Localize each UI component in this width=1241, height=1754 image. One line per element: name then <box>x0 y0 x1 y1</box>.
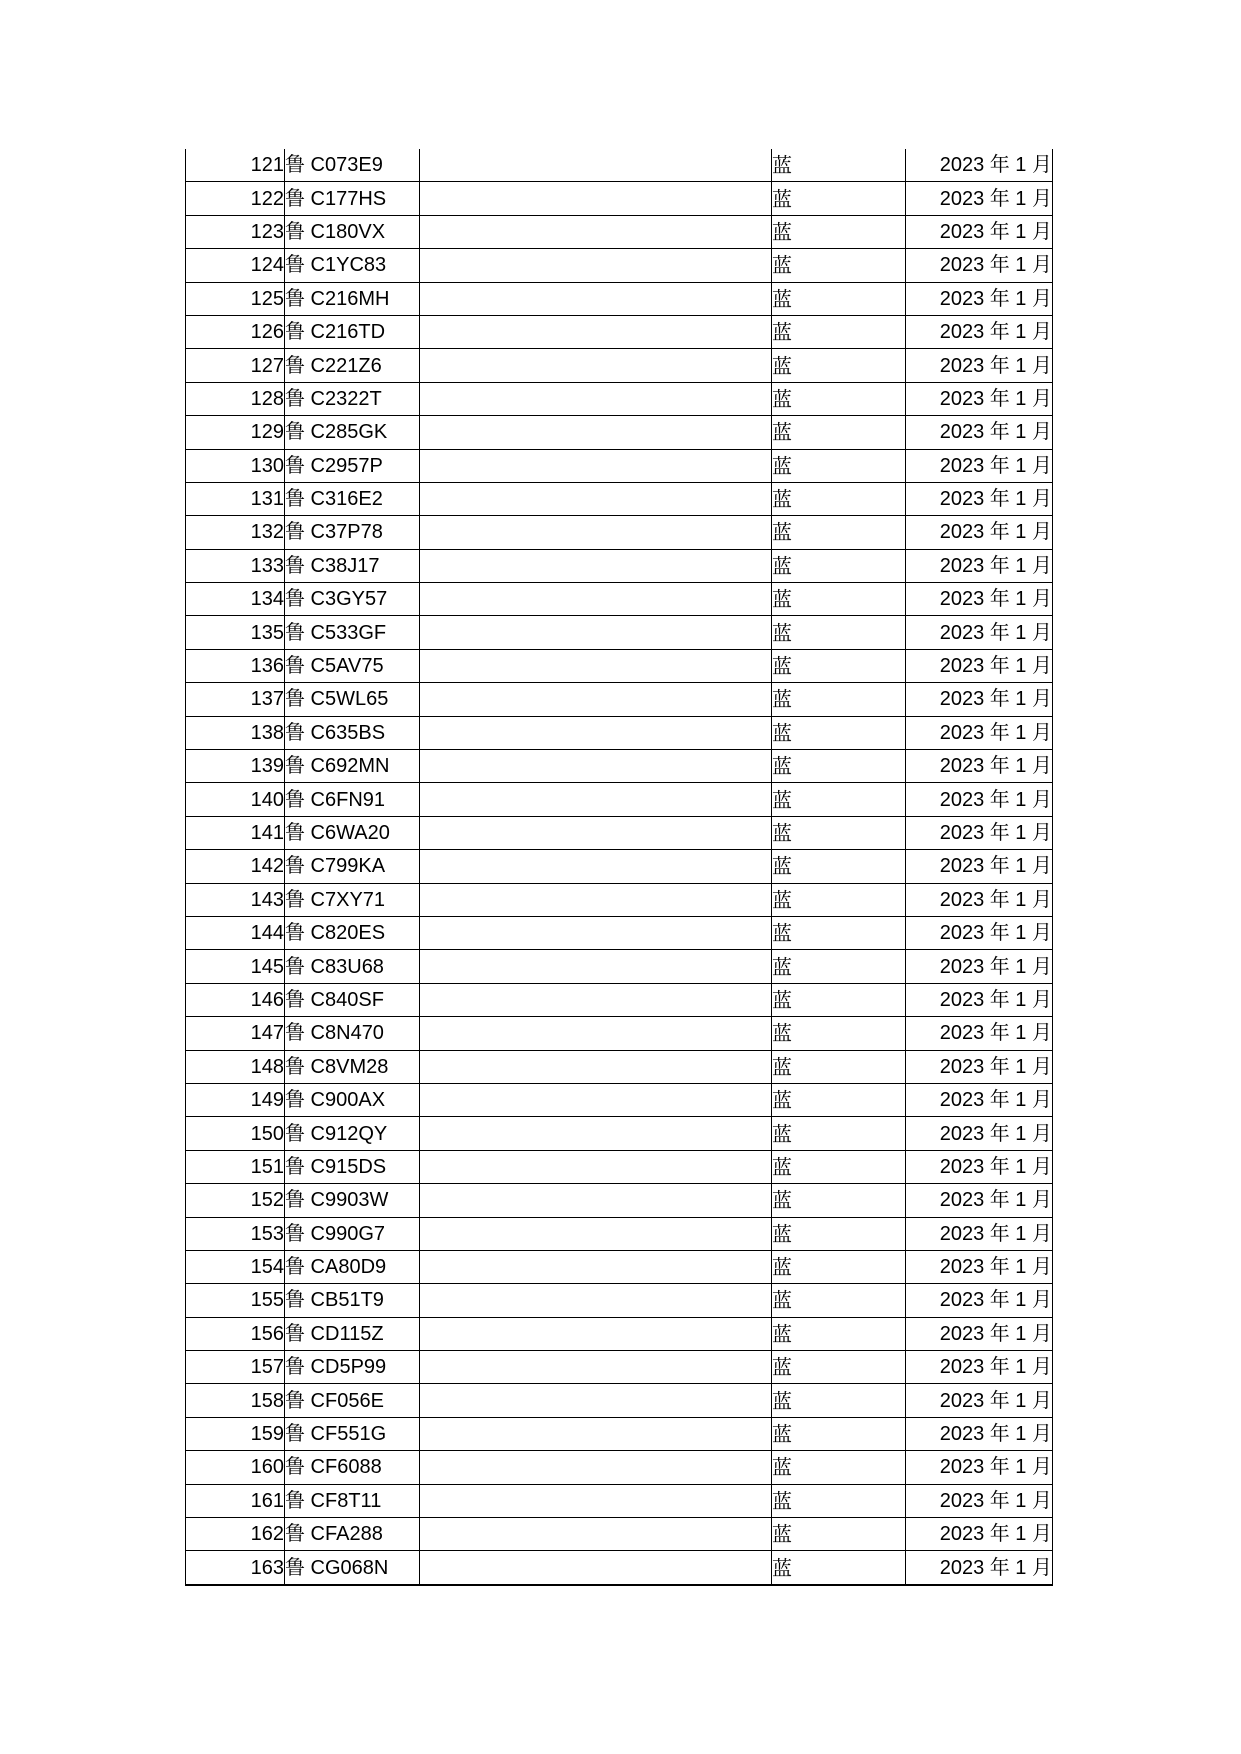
registration-date: 2023 年 1 月 <box>906 583 1053 616</box>
empty-cell <box>420 1317 772 1350</box>
row-index: 134 <box>186 583 285 616</box>
plate-color: 蓝 <box>772 950 906 983</box>
empty-cell <box>420 649 772 682</box>
plate-number: 鲁 C285GK <box>285 416 420 449</box>
row-index: 158 <box>186 1384 285 1417</box>
plate-number: 鲁 C1YC83 <box>285 249 420 282</box>
empty-cell <box>420 149 772 182</box>
table-row <box>186 349 1053 382</box>
empty-cell <box>420 349 772 382</box>
row-index: 130 <box>186 449 285 482</box>
plate-color: 蓝 <box>772 1184 906 1217</box>
plate-color: 蓝 <box>772 783 906 816</box>
registration-date: 2023 年 1 月 <box>906 1083 1053 1116</box>
plate-number: 鲁 C8VM28 <box>285 1050 420 1083</box>
row-index: 144 <box>186 916 285 949</box>
row-index: 133 <box>186 549 285 582</box>
registration-date: 2023 年 1 月 <box>906 1250 1053 1283</box>
table-row <box>186 583 1053 616</box>
plate-number: 鲁 C221Z6 <box>285 349 420 382</box>
row-index: 150 <box>186 1117 285 1150</box>
plate-color: 蓝 <box>772 215 906 248</box>
row-index: 142 <box>186 850 285 883</box>
plate-number: 鲁 C2322T <box>285 382 420 415</box>
registration-date: 2023 年 1 月 <box>906 182 1053 215</box>
plate-number: 鲁 C5WL65 <box>285 683 420 716</box>
empty-cell <box>420 1284 772 1317</box>
registration-date: 2023 年 1 月 <box>906 616 1053 649</box>
empty-cell <box>420 616 772 649</box>
plate-color: 蓝 <box>772 282 906 315</box>
table-row <box>186 983 1053 1016</box>
registration-date: 2023 年 1 月 <box>906 950 1053 983</box>
plate-color: 蓝 <box>772 315 906 348</box>
registration-date: 2023 年 1 月 <box>906 416 1053 449</box>
plate-number: 鲁 CF056E <box>285 1384 420 1417</box>
empty-cell <box>420 315 772 348</box>
registration-date: 2023 年 1 月 <box>906 516 1053 549</box>
plate-color: 蓝 <box>772 883 906 916</box>
plate-color: 蓝 <box>772 1518 906 1551</box>
plate-color: 蓝 <box>772 182 906 215</box>
table-row <box>186 883 1053 916</box>
row-index: 126 <box>186 315 285 348</box>
table-row <box>186 1217 1053 1250</box>
table-row <box>186 1551 1053 1585</box>
table-row <box>186 649 1053 682</box>
table-row <box>186 282 1053 315</box>
plate-color: 蓝 <box>772 449 906 482</box>
table-row <box>186 1184 1053 1217</box>
table-row <box>186 750 1053 783</box>
row-index: 121 <box>186 149 285 182</box>
plate-color: 蓝 <box>772 382 906 415</box>
plate-color: 蓝 <box>772 349 906 382</box>
empty-cell <box>420 215 772 248</box>
table-row <box>186 1317 1053 1350</box>
empty-cell <box>420 516 772 549</box>
row-index: 153 <box>186 1217 285 1250</box>
table-row <box>186 149 1053 182</box>
row-index: 129 <box>186 416 285 449</box>
table-row <box>186 916 1053 949</box>
plate-number: 鲁 C9903W <box>285 1184 420 1217</box>
empty-cell <box>420 716 772 749</box>
plate-color: 蓝 <box>772 1217 906 1250</box>
table-row <box>186 616 1053 649</box>
plate-number: 鲁 C180VX <box>285 215 420 248</box>
empty-cell <box>420 1384 772 1417</box>
empty-cell <box>420 382 772 415</box>
plate-number: 鲁 C915DS <box>285 1150 420 1183</box>
plate-color: 蓝 <box>772 1384 906 1417</box>
row-index: 151 <box>186 1150 285 1183</box>
row-index: 157 <box>186 1351 285 1384</box>
row-index: 124 <box>186 249 285 282</box>
plate-table <box>185 149 1053 1586</box>
registration-date: 2023 年 1 月 <box>906 315 1053 348</box>
empty-cell <box>420 1184 772 1217</box>
registration-date: 2023 年 1 月 <box>906 1484 1053 1517</box>
plate-number: 鲁 C799KA <box>285 850 420 883</box>
plate-number: 鲁 C216MH <box>285 282 420 315</box>
table-row <box>186 249 1053 282</box>
plate-color: 蓝 <box>772 616 906 649</box>
empty-cell <box>420 883 772 916</box>
registration-date: 2023 年 1 月 <box>906 1518 1053 1551</box>
empty-cell <box>420 249 772 282</box>
row-index: 125 <box>186 282 285 315</box>
plate-number: 鲁 C3GY57 <box>285 583 420 616</box>
table-row <box>186 1484 1053 1517</box>
plate-number: 鲁 CB51T9 <box>285 1284 420 1317</box>
plate-number: 鲁 CD5P99 <box>285 1351 420 1384</box>
row-index: 137 <box>186 683 285 716</box>
plate-table-body <box>186 149 1053 1585</box>
plate-color: 蓝 <box>772 583 906 616</box>
plate-color: 蓝 <box>772 549 906 582</box>
plate-number: 鲁 C38J17 <box>285 549 420 582</box>
plate-color: 蓝 <box>772 1117 906 1150</box>
plate-color: 蓝 <box>772 1351 906 1384</box>
empty-cell <box>420 282 772 315</box>
row-index: 145 <box>186 950 285 983</box>
plate-number: 鲁 C316E2 <box>285 482 420 515</box>
plate-color: 蓝 <box>772 649 906 682</box>
row-index: 148 <box>186 1050 285 1083</box>
row-index: 163 <box>186 1551 285 1585</box>
row-index: 140 <box>186 783 285 816</box>
row-index: 136 <box>186 649 285 682</box>
row-index: 127 <box>186 349 285 382</box>
plate-number: 鲁 C8N470 <box>285 1017 420 1050</box>
plate-color: 蓝 <box>772 850 906 883</box>
registration-date: 2023 年 1 月 <box>906 1351 1053 1384</box>
plate-color: 蓝 <box>772 482 906 515</box>
plate-color: 蓝 <box>772 816 906 849</box>
table-row <box>186 1150 1053 1183</box>
registration-date: 2023 年 1 月 <box>906 750 1053 783</box>
empty-cell <box>420 1217 772 1250</box>
plate-number: 鲁 C2957P <box>285 449 420 482</box>
plate-number: 鲁 C533GF <box>285 616 420 649</box>
row-index: 155 <box>186 1284 285 1317</box>
registration-date: 2023 年 1 月 <box>906 482 1053 515</box>
table-row <box>186 850 1053 883</box>
empty-cell <box>420 449 772 482</box>
table-row <box>186 215 1053 248</box>
registration-date: 2023 年 1 月 <box>906 1417 1053 1450</box>
plate-color: 蓝 <box>772 983 906 1016</box>
table-row <box>186 1417 1053 1450</box>
row-index: 146 <box>186 983 285 1016</box>
empty-cell <box>420 549 772 582</box>
registration-date: 2023 年 1 月 <box>906 783 1053 816</box>
plate-color: 蓝 <box>772 1017 906 1050</box>
registration-date: 2023 年 1 月 <box>906 1317 1053 1350</box>
row-index: 138 <box>186 716 285 749</box>
empty-cell <box>420 1551 772 1585</box>
registration-date: 2023 年 1 月 <box>906 282 1053 315</box>
empty-cell <box>420 583 772 616</box>
plate-number: 鲁 C6WA20 <box>285 816 420 849</box>
registration-date: 2023 年 1 月 <box>906 215 1053 248</box>
plate-number: 鲁 CF551G <box>285 1417 420 1450</box>
registration-date: 2023 年 1 月 <box>906 1117 1053 1150</box>
row-index: 141 <box>186 816 285 849</box>
plate-number: 鲁 C635BS <box>285 716 420 749</box>
table-row <box>186 182 1053 215</box>
row-index: 162 <box>186 1518 285 1551</box>
plate-number: 鲁 CF8T11 <box>285 1484 420 1517</box>
plate-color: 蓝 <box>772 1551 906 1585</box>
plate-number: 鲁 C37P78 <box>285 516 420 549</box>
table-row <box>186 416 1053 449</box>
plate-number: 鲁 CD115Z <box>285 1317 420 1350</box>
empty-cell <box>420 783 772 816</box>
registration-date: 2023 年 1 月 <box>906 816 1053 849</box>
empty-cell <box>420 1150 772 1183</box>
plate-color: 蓝 <box>772 516 906 549</box>
row-index: 154 <box>186 1250 285 1283</box>
plate-color: 蓝 <box>772 683 906 716</box>
plate-color: 蓝 <box>772 1050 906 1083</box>
plate-color: 蓝 <box>772 1083 906 1116</box>
empty-cell <box>420 182 772 215</box>
registration-date: 2023 年 1 月 <box>906 349 1053 382</box>
plate-color: 蓝 <box>772 1250 906 1283</box>
empty-cell <box>420 1083 772 1116</box>
row-index: 160 <box>186 1451 285 1484</box>
table-row <box>186 449 1053 482</box>
table-row <box>186 1050 1053 1083</box>
row-index: 159 <box>186 1417 285 1450</box>
table-row <box>186 382 1053 415</box>
empty-cell <box>420 750 772 783</box>
plate-color: 蓝 <box>772 1451 906 1484</box>
table-row <box>186 1117 1053 1150</box>
table-row <box>186 1518 1053 1551</box>
plate-number: 鲁 CG068N <box>285 1551 420 1585</box>
row-index: 143 <box>186 883 285 916</box>
row-index: 122 <box>186 182 285 215</box>
plate-color: 蓝 <box>772 1417 906 1450</box>
row-index: 131 <box>186 482 285 515</box>
plate-color: 蓝 <box>772 149 906 182</box>
registration-date: 2023 年 1 月 <box>906 549 1053 582</box>
plate-color: 蓝 <box>772 916 906 949</box>
table-row <box>186 1250 1053 1283</box>
registration-date: 2023 年 1 月 <box>906 883 1053 916</box>
plate-number: 鲁 C83U68 <box>285 950 420 983</box>
plate-number: 鲁 CFA288 <box>285 1518 420 1551</box>
table-row <box>186 315 1053 348</box>
plate-number: 鲁 C900AX <box>285 1083 420 1116</box>
table-row <box>186 950 1053 983</box>
row-index: 132 <box>186 516 285 549</box>
plate-number: 鲁 C990G7 <box>285 1217 420 1250</box>
row-index: 156 <box>186 1317 285 1350</box>
empty-cell <box>420 1117 772 1150</box>
row-index: 135 <box>186 616 285 649</box>
table-row <box>186 1017 1053 1050</box>
registration-date: 2023 年 1 月 <box>906 716 1053 749</box>
table-row <box>186 549 1053 582</box>
registration-date: 2023 年 1 月 <box>906 916 1053 949</box>
row-index: 149 <box>186 1083 285 1116</box>
registration-date: 2023 年 1 月 <box>906 649 1053 682</box>
registration-date: 2023 年 1 月 <box>906 850 1053 883</box>
plate-number: 鲁 C840SF <box>285 983 420 1016</box>
registration-date: 2023 年 1 月 <box>906 1017 1053 1050</box>
empty-cell <box>420 950 772 983</box>
plate-number: 鲁 CF6088 <box>285 1451 420 1484</box>
empty-cell <box>420 850 772 883</box>
plate-number: 鲁 C073E9 <box>285 149 420 182</box>
table-row <box>186 783 1053 816</box>
registration-date: 2023 年 1 月 <box>906 249 1053 282</box>
registration-date: 2023 年 1 月 <box>906 1150 1053 1183</box>
empty-cell <box>420 1417 772 1450</box>
row-index: 128 <box>186 382 285 415</box>
table-row <box>186 716 1053 749</box>
registration-date: 2023 年 1 月 <box>906 1284 1053 1317</box>
table-row <box>186 1351 1053 1384</box>
row-index: 161 <box>186 1484 285 1517</box>
plate-number: 鲁 C177HS <box>285 182 420 215</box>
empty-cell <box>420 983 772 1016</box>
row-index: 139 <box>186 750 285 783</box>
table-row <box>186 1384 1053 1417</box>
plate-number: 鲁 C692MN <box>285 750 420 783</box>
registration-date: 2023 年 1 月 <box>906 1384 1053 1417</box>
empty-cell <box>420 916 772 949</box>
plate-number: 鲁 C820ES <box>285 916 420 949</box>
plate-color: 蓝 <box>772 249 906 282</box>
plate-color: 蓝 <box>772 750 906 783</box>
empty-cell <box>420 1518 772 1551</box>
empty-cell <box>420 482 772 515</box>
registration-date: 2023 年 1 月 <box>906 382 1053 415</box>
empty-cell <box>420 1351 772 1384</box>
empty-cell <box>420 1484 772 1517</box>
plate-color: 蓝 <box>772 1284 906 1317</box>
plate-color: 蓝 <box>772 416 906 449</box>
empty-cell <box>420 1250 772 1283</box>
plate-number: 鲁 C6FN91 <box>285 783 420 816</box>
empty-cell <box>420 816 772 849</box>
empty-cell <box>420 1451 772 1484</box>
row-index: 123 <box>186 215 285 248</box>
empty-cell <box>420 683 772 716</box>
plate-color: 蓝 <box>772 716 906 749</box>
registration-date: 2023 年 1 月 <box>906 983 1053 1016</box>
empty-cell <box>420 1050 772 1083</box>
plate-number: 鲁 C7XY71 <box>285 883 420 916</box>
plate-color: 蓝 <box>772 1484 906 1517</box>
table-row <box>186 683 1053 716</box>
table-row <box>186 1083 1053 1116</box>
row-index: 147 <box>186 1017 285 1050</box>
registration-date: 2023 年 1 月 <box>906 1551 1053 1585</box>
registration-date: 2023 年 1 月 <box>906 683 1053 716</box>
registration-date: 2023 年 1 月 <box>906 1184 1053 1217</box>
plate-color: 蓝 <box>772 1150 906 1183</box>
plate-color: 蓝 <box>772 1317 906 1350</box>
table-row <box>186 816 1053 849</box>
row-index: 152 <box>186 1184 285 1217</box>
registration-date: 2023 年 1 月 <box>906 1050 1053 1083</box>
plate-number: 鲁 C216TD <box>285 315 420 348</box>
empty-cell <box>420 416 772 449</box>
registration-date: 2023 年 1 月 <box>906 1451 1053 1484</box>
plate-number: 鲁 CA80D9 <box>285 1250 420 1283</box>
table-row <box>186 516 1053 549</box>
plate-number: 鲁 C5AV75 <box>285 649 420 682</box>
table-row <box>186 1284 1053 1317</box>
table-row <box>186 482 1053 515</box>
registration-date: 2023 年 1 月 <box>906 1217 1053 1250</box>
registration-date: 2023 年 1 月 <box>906 449 1053 482</box>
empty-cell <box>420 1017 772 1050</box>
plate-number: 鲁 C912QY <box>285 1117 420 1150</box>
registration-date: 2023 年 1 月 <box>906 149 1053 182</box>
table-row <box>186 1451 1053 1484</box>
